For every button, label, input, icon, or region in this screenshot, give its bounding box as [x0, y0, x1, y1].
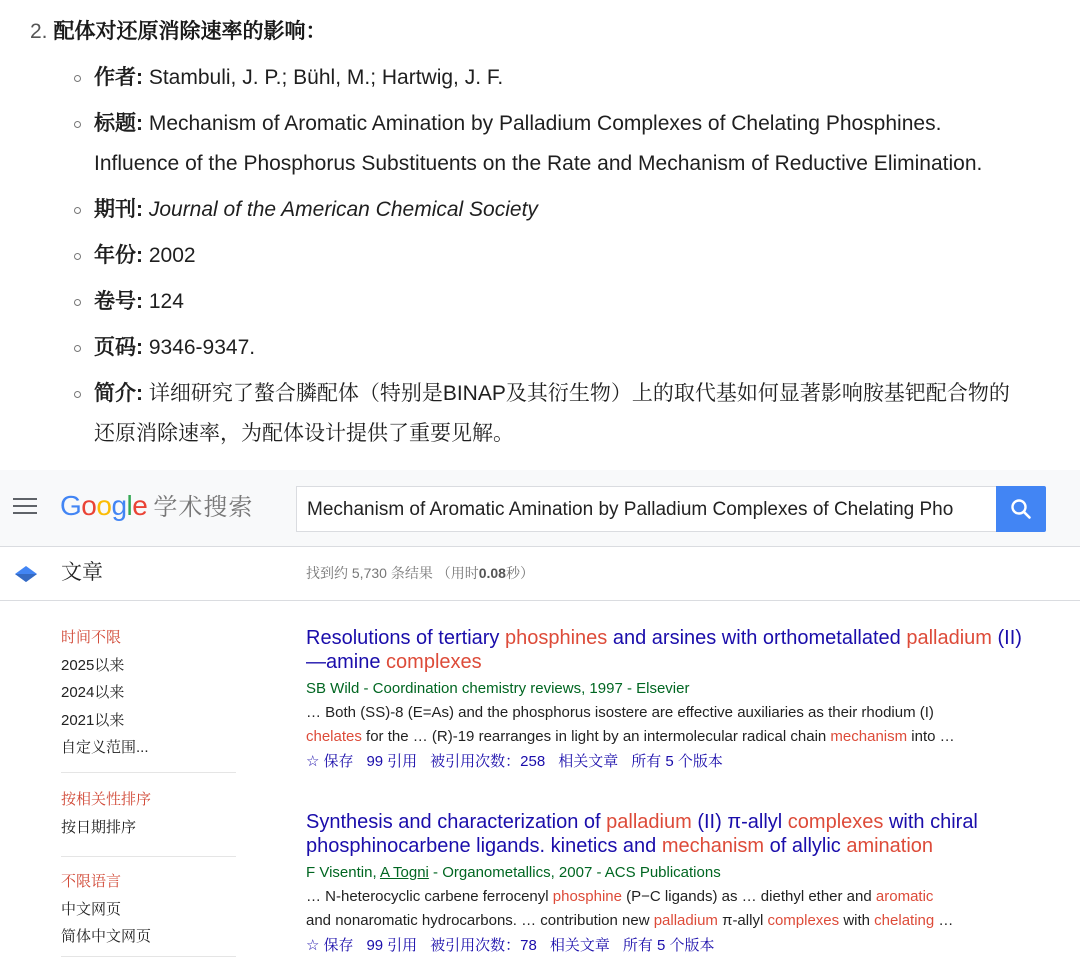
item-value: 详细研究了螯合膦配体（特别是BINAP及其衍生物）上的取代基如何显著影响胺基钯配合物的: [143, 382, 1010, 405]
item-label: 简介:: [94, 382, 143, 405]
title-highlight: mechanism: [661, 835, 765, 857]
snippet-highlight: aromatic: [875, 888, 934, 905]
author-separator: ,: [372, 864, 380, 881]
snippet-highlight: chelates: [306, 728, 362, 745]
logo-letter: e: [132, 490, 148, 521]
cite-button[interactable]: [366, 753, 417, 770]
title-text: (II) π-allyl: [691, 811, 788, 833]
title-highlight: amination: [846, 835, 934, 857]
title-text: of allylic: [764, 835, 847, 857]
quote-icon: 99: [366, 937, 384, 954]
logo-suffix: 学术搜索: [153, 494, 254, 521]
citation-document: [0, 0, 1080, 468]
title-text: phosphinocarbene ligands. kinetics and: [306, 835, 662, 857]
snippet-text: … N-heterocyclic carbene ferrocenyl: [306, 888, 553, 905]
sidebar-divider: [61, 856, 236, 857]
snippet-text: and nonaromatic hydrocarbons. … contribution new: [306, 912, 654, 929]
snippet-text: (P−C ligands) as … diethyl ether and: [622, 888, 876, 905]
save-button[interactable]: [306, 753, 353, 770]
bullet-icon: [74, 345, 81, 352]
snippet-highlight: chelating: [874, 912, 935, 929]
filter-since-2021[interactable]: 2021以来: [61, 711, 125, 729]
item-label: 期刊:: [94, 198, 143, 221]
related-articles-link[interactable]: 相关文章: [549, 937, 610, 954]
section-heading: [30, 18, 327, 46]
search-input[interactable]: Mechanism of Aromatic Amination by Palladium Complexes of Chelating Pho: [296, 486, 996, 532]
time-filter-group: [61, 624, 236, 762]
save-button[interactable]: [306, 937, 353, 954]
title-highlight: palladium: [906, 627, 992, 649]
snippet-text: π-allyl: [717, 912, 768, 929]
item-value-line2: Influence of the Phosphorus Substituents on the Rate and Mechanism of Reductive Elimination.: [94, 152, 983, 175]
bullet-icon: [74, 207, 81, 214]
result-source: [306, 679, 1080, 699]
all-versions-link[interactable]: 所有 5 个版本: [631, 753, 723, 770]
google-scholar-page: [0, 470, 1080, 968]
logo-letter: o: [81, 490, 97, 521]
search-button[interactable]: [996, 486, 1046, 532]
result-snippet: [306, 701, 1080, 749]
snippet-text: for the … (R)-19 rearranges in light by an intermolecular radical chain: [361, 728, 831, 745]
source-detail: - Organometallics, 2007 - ACS Publications: [428, 864, 721, 881]
snippet-text: into …: [907, 728, 955, 745]
title-highlight: complexes: [386, 651, 482, 673]
item-value: 9346-9347.: [143, 336, 256, 359]
title-text: Synthesis and characterization of: [306, 811, 607, 833]
logo-letter: g: [111, 490, 127, 521]
result-title[interactable]: [306, 626, 1080, 674]
related-articles-link[interactable]: 相关文章: [558, 753, 619, 770]
author-profile-link[interactable]: A Togni: [379, 864, 429, 881]
bullet-icon: [74, 391, 81, 398]
save-label: 保存: [323, 753, 354, 770]
result-title[interactable]: [306, 810, 1080, 858]
scholar-cap-icon: [13, 564, 39, 586]
cite-label: 引用: [387, 937, 418, 954]
snippet-highlight: palladium: [653, 912, 718, 929]
result-actions: [306, 935, 1080, 957]
filter-since-2024[interactable]: 2024以来: [61, 684, 125, 701]
snippet-highlight: mechanism: [830, 728, 908, 745]
item-label: 标题:: [94, 112, 143, 135]
articles-label[interactable]: 文章: [61, 561, 103, 584]
result-item: [306, 810, 1080, 957]
sort-by-relevance[interactable]: 按相关性排序: [61, 791, 152, 808]
title-highlight: complexes: [787, 811, 884, 833]
title-text: (II): [991, 627, 1022, 649]
google-scholar-logo[interactable]: [60, 488, 253, 526]
result-actions: [306, 751, 1080, 773]
item-label: 卷号:: [94, 290, 143, 313]
item-value: Mechanism of Aromatic Amination by Palladium Complexes of Chelating Phosphines.: [143, 112, 942, 135]
save-label: 保存: [323, 937, 354, 954]
author-name: SB Wild: [306, 680, 360, 697]
filter-custom-range[interactable]: 自定义范围...: [61, 739, 149, 756]
item-value-line2: 还原消除速率，为配体设计提供了重要见解。: [94, 422, 514, 445]
cited-by-link[interactable]: 被引用次数：78: [430, 937, 537, 954]
item-label: 作者:: [94, 66, 143, 89]
list-number: 2.: [30, 20, 48, 43]
hamburger-menu-icon[interactable]: [13, 498, 37, 518]
item-label: 年份:: [94, 244, 143, 267]
heading-text: 配体对还原消除速率的影响：: [53, 20, 327, 43]
title-text: and arsines with orthometallated: [607, 627, 907, 649]
result-snippet: [306, 885, 1080, 933]
lang-any[interactable]: 不限语言: [61, 873, 122, 890]
author-name: F Visentin: [306, 864, 373, 881]
title-text: with chiral: [883, 811, 978, 833]
logo-letter: l: [126, 490, 133, 521]
snippet-text: …: [934, 912, 954, 929]
snippet-text: … Both (SS)-8 (E=As) and the phosphorus isostere are effective auxiliaries as their rhodium (I): [306, 704, 934, 721]
count-prefix: 找到约 5,730 条结果 （用时: [306, 565, 479, 581]
results-subbar: [0, 546, 1080, 601]
language-filter-group: [61, 868, 236, 951]
scholar-header: [0, 470, 1080, 547]
star-icon: ☆: [306, 937, 320, 954]
title-highlight: phosphines: [504, 627, 608, 649]
source-detail: - Coordination chemistry reviews, 1997 - Elsevier: [359, 680, 690, 697]
bullet-icon: [74, 299, 81, 306]
sort-group: [61, 786, 236, 841]
bullet-icon: [74, 253, 81, 260]
title-text: —amine: [306, 651, 387, 673]
title-text: Resolutions of tertiary: [306, 627, 505, 649]
bullet-icon: [74, 75, 81, 82]
item-value: 124: [143, 290, 184, 313]
sidebar-divider: [61, 956, 236, 957]
bullet-icon: [74, 121, 81, 128]
all-versions-link[interactable]: 所有 5 个版本: [622, 937, 715, 954]
logo-letter: o: [96, 490, 112, 521]
count-suffix: 秒）: [505, 565, 534, 581]
item-label: 页码:: [94, 336, 143, 359]
lang-chinese[interactable]: 中文网页: [61, 900, 122, 918]
search-icon: [1010, 498, 1032, 520]
quote-icon: 99: [366, 753, 384, 770]
snippet-highlight: complexes: [767, 912, 840, 929]
sidebar-divider: [61, 772, 236, 773]
lang-simplified-chinese[interactable]: 简体中文网页: [61, 928, 152, 945]
count-time: 0.08: [478, 565, 506, 581]
cite-button[interactable]: [366, 937, 417, 954]
item-value: Journal of the American Chemical Society: [143, 198, 538, 221]
logo-letter: G: [60, 490, 82, 521]
result-source: [306, 863, 1080, 883]
filter-any-time[interactable]: 时间不限: [61, 629, 122, 646]
title-highlight: palladium: [606, 811, 692, 833]
sort-by-date[interactable]: 按日期排序: [61, 818, 137, 836]
star-icon: ☆: [306, 753, 320, 770]
result-item: [306, 626, 1080, 773]
filter-since-2025[interactable]: 2025以来: [61, 656, 125, 674]
item-value: Stambuli, J. P.; Bühl, M.; Hartwig, J. F.: [143, 66, 504, 89]
cite-label: 引用: [387, 753, 418, 770]
item-value: 2002: [143, 244, 196, 267]
snippet-text: with: [839, 912, 875, 929]
cited-by-link[interactable]: 被引用次数：258: [430, 753, 546, 770]
result-count: [306, 563, 534, 583]
snippet-highlight: phosphine: [552, 888, 622, 905]
